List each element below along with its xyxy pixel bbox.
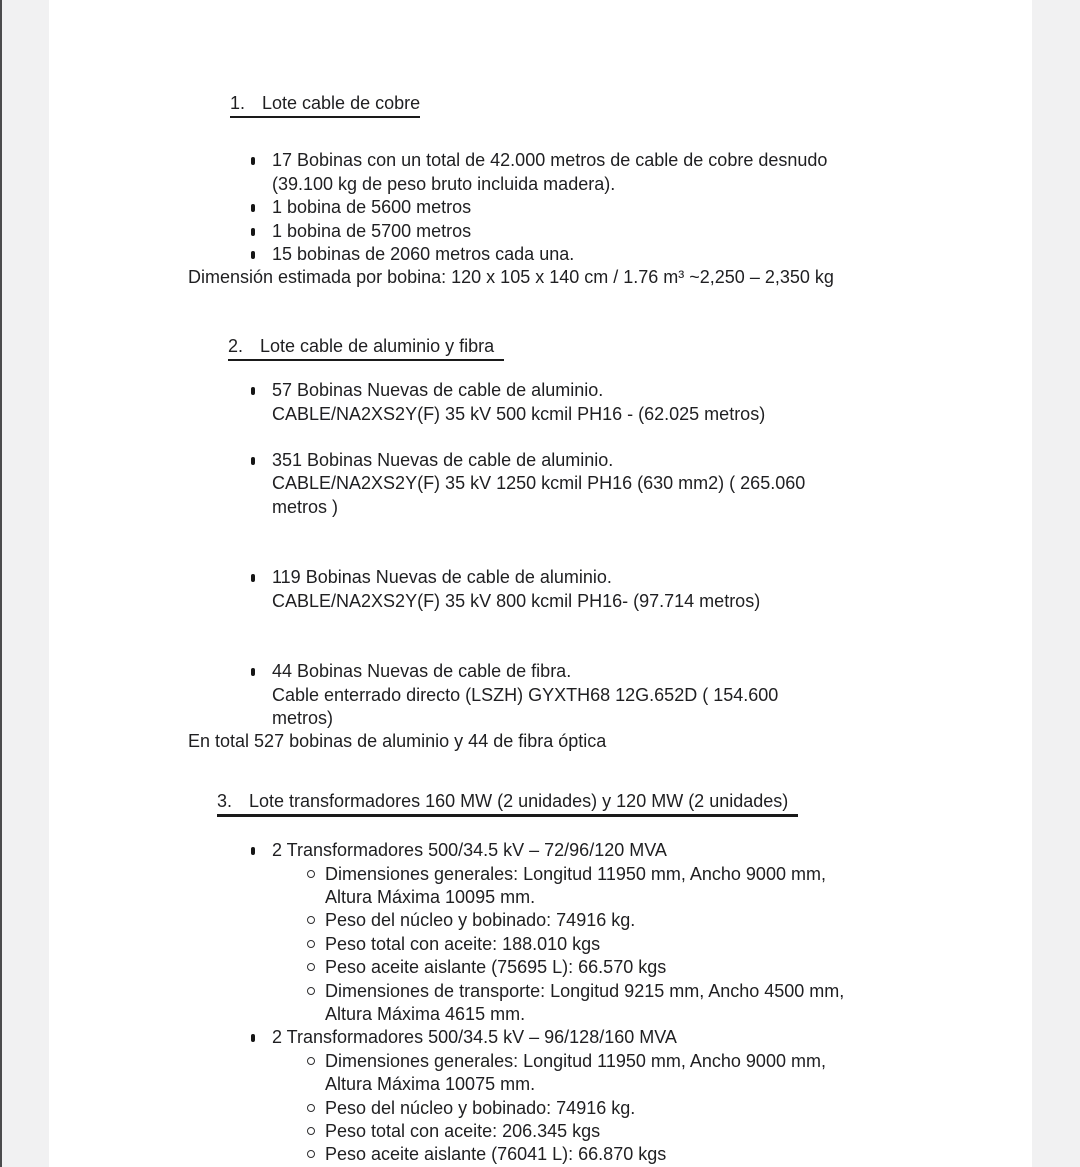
list-item	[272, 379, 1032, 426]
open-circle-icon	[307, 963, 315, 971]
list-item-text: 57 Bobinas Nuevas de cable de aluminio.	[272, 380, 604, 401]
list-item-text: (39.100 kg de peso bruto incluida madera).	[272, 173, 616, 194]
section-2-title: Lote cable de aluminio y fibra	[260, 335, 495, 356]
bullet-icon	[251, 457, 255, 465]
sub-item-text: Peso aceite aislante (76041 L): 66.870 kgs	[325, 1144, 667, 1165]
section-2-list	[49, 379, 1032, 730]
section-1-list	[49, 149, 1032, 266]
open-circle-icon	[307, 1127, 315, 1135]
sub-item-text: Altura Máxima 10095 mm.	[325, 886, 536, 907]
list-item	[272, 660, 1032, 730]
section-3-heading	[217, 790, 1032, 817]
open-circle-icon	[307, 870, 315, 878]
section-3-heading-underline	[217, 790, 798, 817]
bullet-icon	[251, 847, 255, 855]
section-1-title: Lote cable de cobre	[262, 93, 421, 113]
list-item	[272, 566, 1032, 613]
section-1-note: Dimensión estimada por bobina: 120 x 105 x 140 cm / 1.76 m³ ~2,250 – 2,350 kg	[188, 267, 834, 288]
list-item	[272, 196, 1032, 219]
sub-list-item	[325, 1050, 1032, 1097]
section-3-number: 3.	[217, 790, 233, 811]
bullet-icon	[251, 157, 255, 165]
list-item-text: CABLE/NA2XS2Y(F) 35 kV 1250 kcmil PH16 (630 mm2) ( 265.060	[272, 473, 806, 494]
bullet-icon	[251, 387, 255, 395]
sub-list-item	[325, 1097, 1032, 1120]
sub-item-text: Peso total con aceite: 206.345 kgs	[325, 1121, 601, 1141]
section-2-number: 2.	[228, 335, 244, 356]
list-item-text: 119 Bobinas Nuevas de cable de aluminio.	[272, 567, 612, 588]
document-page	[49, 0, 1032, 1167]
sub-item-text: Dimensiones de transporte: Longitud 9215 mm, Ancho 4500 mm,	[325, 980, 845, 1001]
list-item-text: Cable enterrado directo (LSZH) GYXTH68 12G.652D ( 154.600	[272, 684, 779, 705]
list-item	[272, 243, 1032, 266]
sub-item-text: Peso del núcleo y bobinado: 74916 kg.	[325, 1097, 636, 1118]
open-circle-icon	[307, 987, 315, 995]
bullet-icon	[251, 668, 255, 676]
sub-item-text: Altura Máxima 4615 mm.	[325, 1003, 526, 1024]
list-item-text: metros )	[272, 496, 339, 517]
sub-list-item	[325, 933, 1032, 956]
sub-item-text: Altura Máxima 10075 mm.	[325, 1074, 536, 1095]
list-item-text: 1 bobina de 5600 metros	[272, 197, 472, 218]
section-1-heading-underline	[230, 92, 420, 118]
section-3-title: Lote transformadores 160 MW (2 unidades) y 120 MW (2 unidades)	[249, 790, 789, 811]
sub-item-text: Peso del núcleo y bobinado: 74916 kg.	[325, 910, 636, 931]
open-circle-icon	[307, 1104, 315, 1112]
bullet-icon	[251, 251, 255, 259]
section-2-heading-underline	[228, 335, 504, 361]
open-circle-icon	[307, 1057, 315, 1065]
list-item	[272, 1026, 1032, 1166]
bullet-icon	[251, 204, 255, 212]
sub-item-text: Peso total con aceite: 188.010 kgs	[325, 933, 601, 954]
sub-item-text: Dimensiones generales: Longitud 11950 mm, Ancho 9000 mm,	[325, 1050, 826, 1071]
open-circle-icon	[307, 1150, 315, 1158]
section-2-note: En total 527 bobinas de aluminio y 44 de fibra óptica	[188, 731, 607, 752]
sub-list-item	[325, 980, 1032, 1027]
section-1-number: 1.	[230, 93, 246, 113]
sub-list-item	[325, 956, 1032, 979]
bullet-icon	[251, 228, 255, 236]
list-item-text: 2 Transformadores 500/34.5 kV – 96/128/160 MVA	[272, 1027, 677, 1048]
open-circle-icon	[307, 940, 315, 948]
sub-list-item	[325, 1120, 1032, 1143]
section-1-heading	[230, 92, 1032, 118]
section-2-heading	[228, 335, 1032, 361]
bullet-icon	[251, 574, 255, 582]
list-item-text: 17 Bobinas con un total de 42.000 metros de cable de cobre desnudo	[272, 150, 828, 171]
sub-list-item	[325, 1143, 1032, 1166]
open-circle-icon	[307, 916, 315, 924]
list-item-text: 2 Transformadores 500/34.5 kV – 72/96/120 MVA	[272, 840, 667, 861]
list-item	[272, 220, 1032, 243]
list-item-text: metros)	[272, 707, 334, 728]
sub-list-item	[325, 863, 1032, 910]
list-item	[272, 839, 1032, 1026]
bullet-icon	[251, 1034, 255, 1042]
list-item-text: 1 bobina de 5700 metros	[272, 220, 472, 241]
section-3-list	[49, 839, 1032, 1167]
list-item-text: 44 Bobinas Nuevas de cable de fibra.	[272, 661, 572, 682]
sub-item-text: Peso aceite aislante (75695 L): 66.570 kgs	[325, 957, 667, 978]
list-item	[272, 449, 1032, 519]
sub-list-item	[325, 909, 1032, 932]
left-edge-line	[0, 0, 2, 1167]
list-item-text: 15 bobinas de 2060 metros cada una.	[272, 244, 575, 265]
list-item-text: 351 Bobinas Nuevas de cable de aluminio.	[272, 450, 614, 471]
list-item-text: CABLE/NA2XS2Y(F) 35 kV 800 kcmil PH16- (97.714 metros)	[272, 590, 761, 611]
list-item-text: CABLE/NA2XS2Y(F) 35 kV 500 kcmil PH16 - (62.025 metros)	[272, 403, 766, 424]
sub-item-text: Dimensiones generales: Longitud 11950 mm, Ancho 9000 mm,	[325, 863, 826, 884]
list-item	[272, 149, 1032, 196]
